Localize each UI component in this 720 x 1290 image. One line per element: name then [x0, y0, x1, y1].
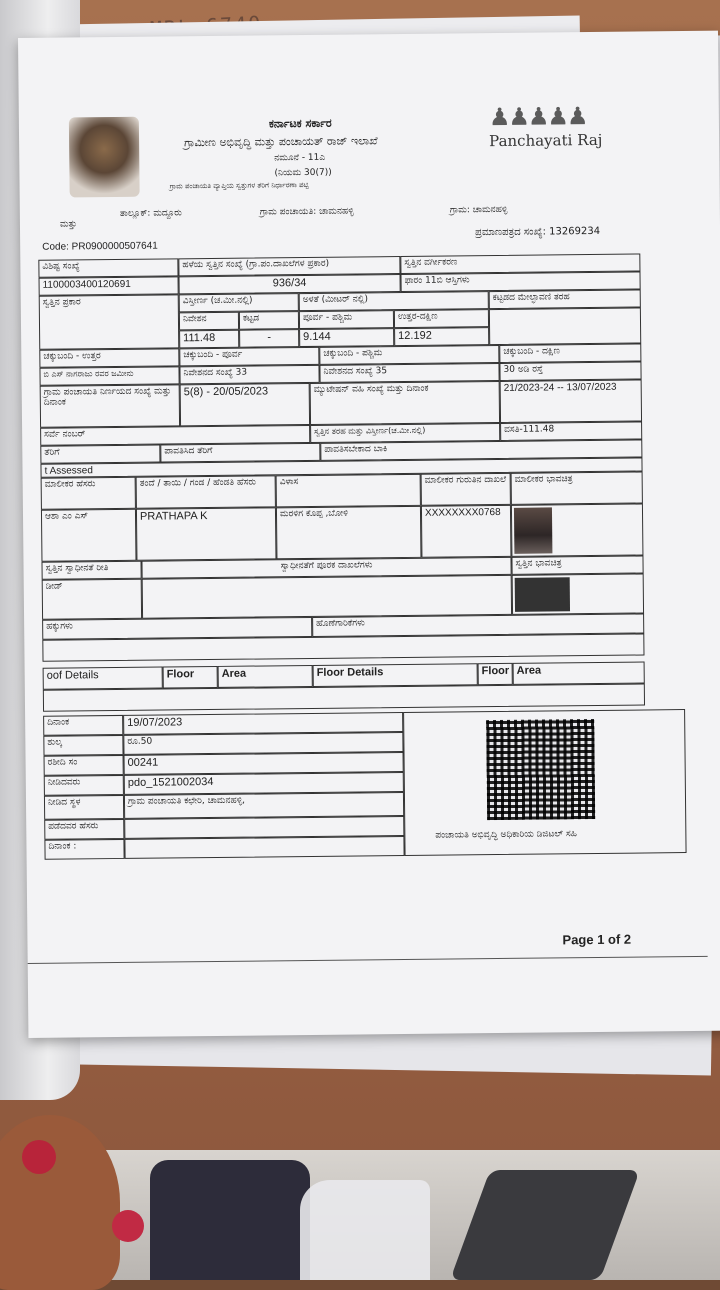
west-label: ಚಕ್ಕುಬಂದಿ - ಪಶ್ಚಿಮ [319, 345, 499, 365]
fingernail [112, 1210, 144, 1242]
issue-date: 19/07/2023 [123, 712, 403, 735]
west-boundary: ನಿವೇಶನದ ಸಂಖ್ಯೆ 35 [319, 363, 499, 383]
type-area: ವಸತಿ-111.48 [500, 421, 642, 440]
due-tax-label: ಪಾವತಿಸಬೇಕಾದ ಬಾಕಿ [320, 439, 642, 460]
document-page [18, 31, 720, 1038]
built-area: - [239, 329, 299, 348]
acquisition-docs [142, 575, 512, 619]
property-photo-label: ಸ್ವತ್ತಿನ ಭಾವಚಿತ್ರ [511, 555, 643, 574]
qr-code-icon [486, 719, 595, 820]
issued-by: pdo_1521002034 [124, 772, 404, 795]
page-divider [28, 956, 708, 964]
issue-place: ಗ್ರಾಮ ಪಂಚಾಯತಿ ಕಛೇರಿ, ಚಾಮನಹಳ್ಳಿ, [124, 792, 404, 819]
people-logo-icon: ♟♟♟♟♟ [488, 103, 587, 132]
acquisition-label: ಸ್ವತ್ತಿನ ಸ್ವಾಧೀನತೆ ರೀತಿ [41, 561, 141, 580]
floor-details-label: Floor Details [313, 663, 478, 687]
plastic-cover [300, 1180, 430, 1280]
property-photo-cell [512, 573, 644, 614]
owner-name-header: ಮಾಲೀಕರ ಹೆಸರು [41, 477, 136, 510]
resolution: 5(8) - 20/05/2023 [180, 383, 310, 426]
south-label: ಚಕ್ಕುಬಂದಿ - ದಕ್ಷಿಣ [499, 343, 641, 362]
east-boundary: ನಿವೇಶನದ ಸಂಖ್ಯೆ 33 [179, 365, 319, 384]
area-header-2: Area [513, 661, 645, 684]
district: ಮತ್ತು [59, 219, 77, 230]
owner-photo-header: ಮಾಲೀಕರ ಭಾವಚಿತ್ರ [511, 471, 643, 504]
category: ಫಾರಂ 11ಬಿ ಆಸ್ತಿಗಳು [400, 271, 640, 292]
built-label: ಕಟ್ಟಡ [239, 311, 299, 330]
owner-id-header: ಮಾಲೀಕರ ಗುರುತಿನ ದಾಖಲೆ [421, 473, 511, 506]
owner-name: ಆಶಾ ಎಂ ಎಸ್ [41, 509, 137, 562]
owner-id: XXXXXXXX0768 [421, 505, 512, 558]
floor-header-1: Floor [163, 666, 218, 689]
liabilities-label: ಹೊಣೆಗಾರಿಕೆಗಳು [312, 613, 644, 636]
father-name: PRATHAPA K [136, 507, 277, 560]
receiver-date-label: ದಿನಾಂಕ : [44, 839, 124, 860]
qr-code-id: Code: PR0900000507641 [42, 240, 158, 253]
site-label: ನಿವೇಶನ [179, 312, 239, 331]
mutation-label: ಮ್ಯುಟೇಷನ್ ವಹಿ ಸಂಖ್ಯೆ ಮತ್ತು ದಿನಾಂಕ [310, 381, 500, 425]
issued-by-label: ನೀಡಿದವರು [44, 775, 124, 796]
form-subtitle: ಗ್ರಾಮ ಪಂಚಾಯತಿ ವ್ಯಾಪ್ತಿಯ ಸ್ವತ್ತುಗಳ ತೆರಿಗೆ ನಿರ್ಧಾರಣಾ ಪಟ್ಟಿ [169, 180, 309, 191]
site-area: 111.48 [179, 330, 239, 349]
receiver-label: ಪಡೆದವರ ಹೆಸರು [44, 819, 124, 840]
rule-no: (ನಿಯಮ 30(7)) [274, 167, 332, 179]
floor-header-2: Floor [478, 663, 513, 685]
building-label: ಕಟ್ಟಡದ ಮೇಲ್ಛಾವಣಿ ತರಹ [489, 289, 641, 309]
roof-details-label: oof Details [43, 667, 163, 690]
property-no-label: ವಿಶಿಷ್ಟ ಸಂಖ್ಯೆ [38, 258, 178, 277]
survey-label: ಸರ್ವೆ ನಂಬರ್ [40, 425, 310, 446]
certificate-number: ಪ್ರಮಾಣಪತ್ರದ ಸಂಖ್ಯೆ: 13269234 [475, 225, 601, 239]
page-number: Page 1 of 2 [562, 931, 632, 948]
dark-bag [150, 1160, 310, 1280]
resolution-label: ಗ್ರಾಮ ಪಂಚಾಯತಿ ನಿರ್ಣಯದ ಸಂಖ್ಯೆ ಮತ್ತು ದಿನಾಂಕ [40, 384, 180, 427]
property-id: 1100003400120691 [39, 276, 179, 295]
building-value [489, 307, 641, 345]
receipt-no: 00241 [124, 752, 404, 775]
fingernail [22, 1140, 56, 1174]
category-label: ಸ್ವತ್ತಿನ ವರ್ಗೀಕರಣ [400, 253, 640, 274]
tax-label: ತೆರಿಗೆ [40, 445, 160, 464]
owner-address: ಮರಳಿಗ ಕೊಪ್ಪ ,ಬೋಳಿ [276, 506, 422, 560]
panchayati-raj-logo [489, 102, 610, 163]
north-label: ಚಕ್ಕುಬಂದಿ - ಉತ್ತರ [39, 348, 179, 367]
receiver-date [124, 836, 404, 859]
area-label: ವಿಸ್ತೀರ್ಣ (ಚ.ಮೀ.ನಲ್ಲಿ) [179, 293, 299, 312]
dimensions-label: ಅಳತೆ (ಮೀಟರ್ ನಲ್ಲಿ) [299, 291, 489, 311]
paid-tax-label: ಪಾವತಿಸಿದ ತೆರಿಗೆ [160, 443, 320, 463]
address-header: ವಿಳಾಸ [276, 474, 421, 508]
east-label: ಚಕ್ಕುಬಂದಿ - ಪೂರ್ವ [179, 347, 319, 366]
village: ಗ್ರಾಮ: ಚಾಮನಹಳ್ಳಿ [449, 204, 508, 216]
acquisition-doc-label: ಸ್ವಾಧೀನತೆಗೆ ಪೂರಕ ದಾಖಲೆಗಳು [141, 557, 511, 579]
taluk: ತಾಲ್ಲೂಕ್: ಮದ್ದೂರು [119, 208, 182, 219]
karnataka-emblem-icon [69, 117, 140, 198]
signature-box [403, 709, 686, 856]
north-south-label: ಉತ್ತರ-ದಕ್ಷಿಣ [394, 309, 489, 328]
fee-label: ಶುಲ್ಕ [43, 735, 123, 756]
east-west: 9.144 [299, 328, 394, 347]
property-photo [515, 577, 570, 612]
owner-photo [514, 507, 552, 553]
owner-photo-cell [511, 503, 644, 556]
father-name-header: ತಂದೆ / ತಾಯಿ / ಗಂಡ / ಹೆಂಡತಿ ಹೆಸರು [136, 475, 276, 508]
digital-signature: ಪಂಚಾಯತಿ ಅಭಿವೃದ್ಧಿ ಅಧಿಕಾರಿಯ ಡಿಜಿಟಲ್ ಸಹಿ [435, 829, 577, 841]
logo-text: Panchayati Raj [489, 130, 603, 151]
fee: ರೂ.50 [123, 732, 403, 755]
house-no-label: ಹಳೆಯ ಸ್ವತ್ತಿನ ಸಂಖ್ಯೆ (ಗ್ರಾ.ಪಂ.ದಾಖಲೆಗಳ ಪ್ರಕಾರ) [178, 256, 400, 276]
assessed-note: t Assessed [40, 457, 642, 477]
house-no: 936/34 [179, 274, 401, 294]
acquisition-type: ಡೀಡ್ [42, 579, 142, 620]
north-south: 12.192 [394, 327, 489, 346]
govt-title: ಕರ್ನಾಟಕ ಸರ್ಕಾರ [268, 116, 332, 131]
rights-label: ಹಕ್ಕುಗಳು [42, 617, 312, 640]
type-area-label: ಸ್ವತ್ತಿನ ತರಹ ಮತ್ತು ವಿಸ್ತೀರ್ಣ(ಚ.ಮೀ.ನಲ್ಲಿ) [310, 423, 500, 443]
gram-panchayat: ಗ್ರಾಮ ಪಂಚಾಯತಿ: ಚಾಮನಹಳ್ಳಿ [259, 206, 354, 218]
dept-title: ಗ್ರಾಮೀಣ ಅಭಿವೃದ್ಧಿ ಮತ್ತು ಪಂಚಾಯತ್ ರಾಜ್ ಇಲಾಖೆ [184, 134, 378, 150]
form-no: ನಮೂನೆ - 11ಎ [274, 152, 326, 164]
north-boundary: ಬಿ ಎಸ್ ನಾಗರಾಜು ರವರ ಜಮೀನು [39, 366, 179, 385]
south-boundary: 30 ಅಡಿ ರಸ್ತೆ [499, 361, 641, 380]
place-label: ನೀಡಿದ ಸ್ಥಳ [44, 795, 124, 820]
area-header-1: Area [218, 665, 313, 688]
issue-date-label: ದಿನಾಂಕ [43, 715, 123, 736]
mutation: 21/2023-24 -- 13/07/2023 [500, 379, 642, 422]
receipt-label: ರಶೀದಿ ಸಂ [44, 755, 124, 776]
east-west-label: ಪೂರ್ವ - ಪಶ್ಚಿಮ [299, 310, 394, 329]
property-type-label: ಸ್ವತ್ತಿನ ಪ್ರಕಾರ [39, 294, 180, 349]
